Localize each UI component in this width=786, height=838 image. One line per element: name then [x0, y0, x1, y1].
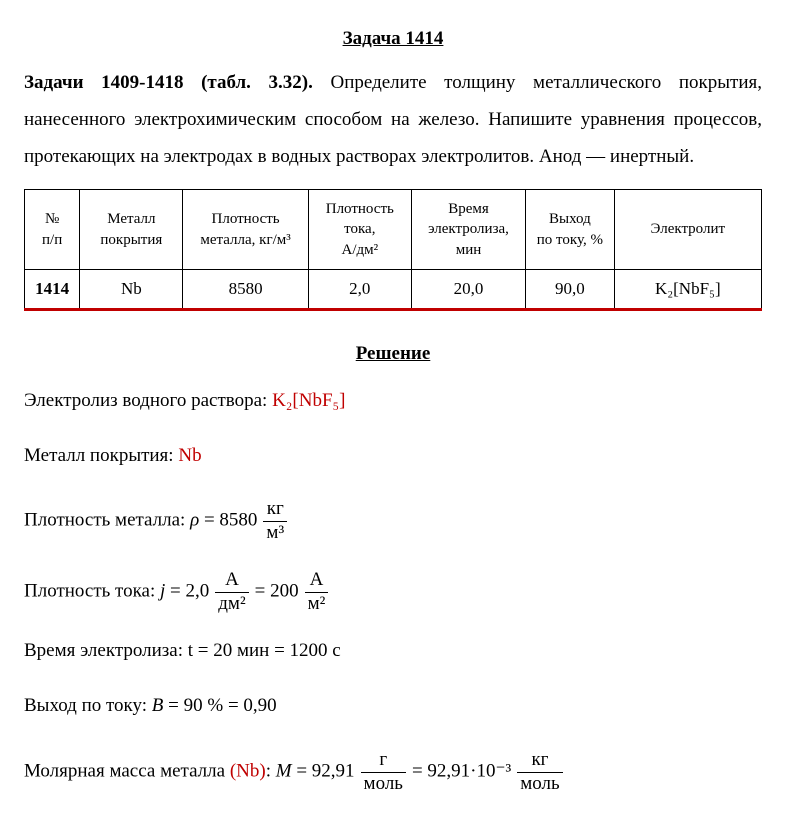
header-line: п/п [42, 231, 63, 248]
math-eq: = 2,0 [165, 580, 210, 602]
math-var-m: M [275, 760, 292, 782]
math-eq: = 200 [254, 580, 299, 602]
cell-current-density: 2,0 [308, 269, 411, 309]
line-label: Время электролиза: [24, 640, 188, 662]
table-data-row [25, 269, 762, 309]
header-line: по току, % [536, 231, 603, 248]
fraction-denominator: моль [361, 772, 406, 796]
line-label: Металл покрытия: [24, 444, 179, 466]
col-header-metal [80, 190, 183, 270]
problem-statement-bold: Задачи 1409-1418 (табл. 3.32). [24, 72, 313, 93]
fraction-denominator: м² [305, 592, 329, 616]
header-line: Плотность [211, 211, 280, 228]
line-label: Плотность тока: [24, 580, 161, 602]
header-line: Плотность [325, 201, 394, 218]
fraction-a-dm2 [215, 569, 248, 616]
solution-line-density [24, 498, 762, 545]
solution-line-metal [24, 444, 762, 469]
line-separator: : [265, 760, 276, 782]
cell-problem-number: 1414 [25, 269, 80, 309]
header-line: Время [448, 201, 489, 218]
fraction-numerator: А [225, 568, 239, 590]
math-var-t: t [187, 640, 194, 662]
math-var-j: j [160, 580, 166, 602]
header-line: № [44, 211, 60, 228]
header-line: мин [455, 241, 482, 258]
math-eq: = 20 мин = 1200 с [193, 640, 341, 662]
metal-symbol-parenthetical: (Nb) [229, 760, 266, 782]
solution-line-electrolysis [24, 389, 762, 414]
math-var-rho: ρ [190, 509, 200, 531]
header-line: покрытия [100, 231, 163, 248]
table-body [25, 269, 762, 309]
col-header-yield [526, 190, 614, 270]
fraction-kg-mol [517, 749, 562, 796]
math-eq: = 92,91 [291, 760, 355, 782]
col-header-current-density [308, 190, 411, 270]
line-label: Электролиз водного раствора: [24, 389, 273, 411]
col-header-density [183, 190, 308, 270]
table-header-row [25, 190, 762, 270]
fraction-g-mol [361, 749, 406, 796]
fraction-denominator: дм² [215, 592, 248, 616]
electrolyte-formula: K₂[NbF₅] [272, 389, 346, 411]
math-eq: = 8580 [199, 509, 258, 531]
fraction-numerator: А [309, 568, 324, 590]
fraction-numerator: кг [266, 498, 284, 520]
cell-time: 20,0 [411, 269, 525, 309]
cell-density: 8580 [183, 269, 308, 309]
solution-line-current [24, 569, 762, 616]
col-header-electrolyte [614, 190, 761, 270]
header-line: электролиза, [428, 221, 509, 238]
solution-line-yield [24, 694, 762, 719]
cell-electrolyte: K₂[NbF₅] [614, 269, 761, 309]
header-line: Электролит [650, 221, 726, 238]
solution-line-molar-mass [24, 749, 762, 796]
header-line: Металл [107, 211, 156, 228]
fraction-a-m2 [305, 569, 329, 616]
cell-yield: 90,0 [526, 269, 614, 309]
line-label: Плотность металла: [24, 509, 191, 531]
problem-statement [24, 64, 762, 175]
col-header-number [25, 190, 80, 270]
table-header [25, 190, 762, 270]
problem-table [24, 189, 762, 311]
solution-line-time [24, 639, 762, 664]
header-line: металла, кг/м³ [200, 231, 291, 248]
fraction-numerator: г [379, 748, 388, 770]
fraction-numerator: кг [531, 748, 549, 770]
page-title: Задача 1414 [342, 28, 444, 49]
solution-heading: Решение [355, 342, 431, 364]
line-label: Выход по току: [24, 695, 152, 717]
cell-metal: Nb [80, 269, 183, 309]
math-eq: = 92,91·10⁻³ [411, 760, 512, 782]
header-line: Выход [548, 211, 591, 228]
math-eq: = 90 % = 0,90 [163, 695, 277, 717]
line-label: Молярная масса металла [24, 760, 230, 782]
fraction-denominator: моль [517, 772, 562, 796]
metal-symbol: Nb [178, 444, 202, 466]
math-var-b: B [151, 695, 164, 717]
header-line: А/дм² [341, 241, 379, 258]
header-line: тока, [344, 221, 376, 238]
problem-statement-text: Определите толщину металлического покрытия, нанесенного электрохимическим способом на железо. Напишите уравнения процессов, протекающих на электродах в водных растворах электролитов. Анод — инертный. [24, 72, 763, 168]
fraction-kg-m3 [263, 498, 287, 545]
fraction-denominator: м³ [263, 521, 287, 545]
col-header-time [411, 190, 525, 270]
